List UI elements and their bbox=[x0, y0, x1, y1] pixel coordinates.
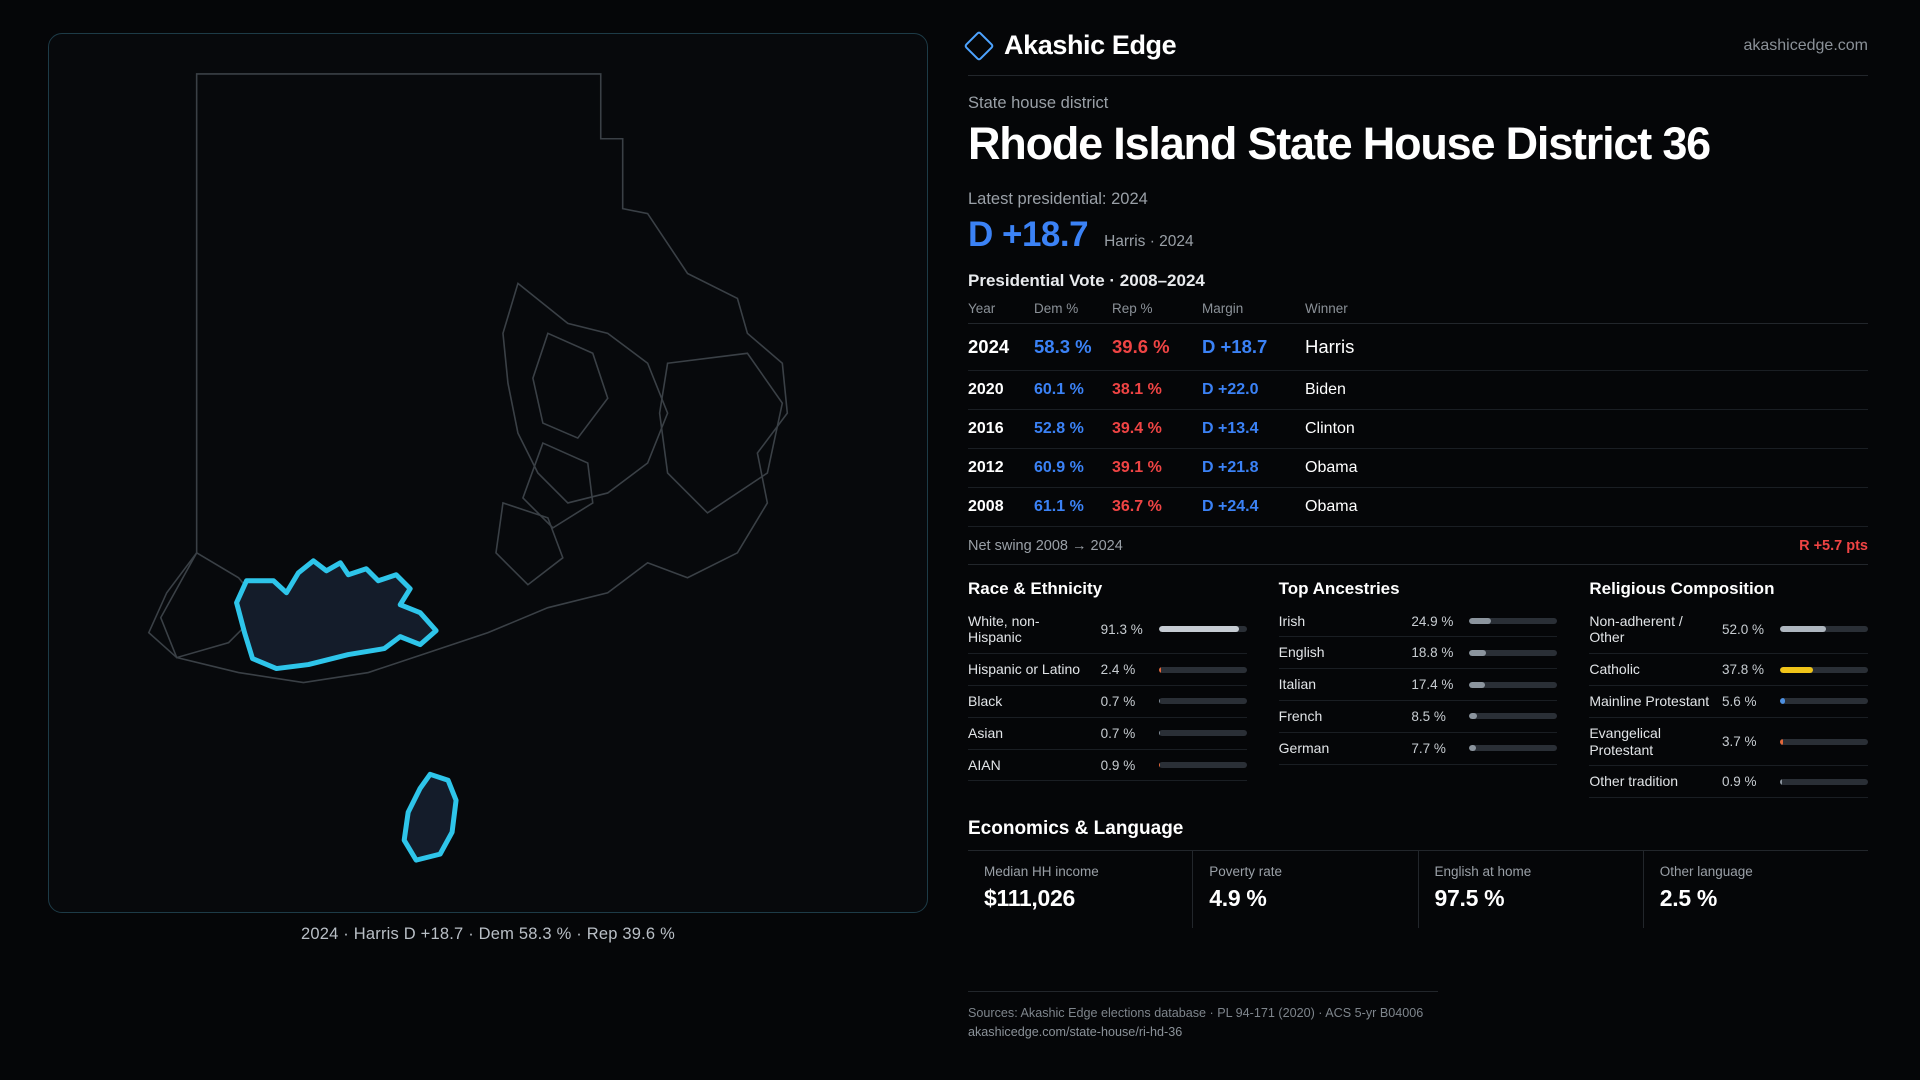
sources-text: Sources: Akashic Edge elections database · PL 94-171 (2020) · ACS 5-yr B04006 bbox=[968, 1006, 1424, 1021]
list-item bbox=[968, 654, 1247, 686]
net-swing-label: Net swing 2008 → 2024 bbox=[968, 537, 1123, 554]
religion-label: Evangelical Protestant bbox=[1589, 724, 1661, 758]
race-value: 2.4 % bbox=[1100, 662, 1136, 678]
cell-dem: 52.8 % bbox=[1034, 409, 1112, 448]
race-label: Asian bbox=[968, 724, 1004, 741]
religion-title: Religious Composition bbox=[1589, 578, 1775, 598]
cell-winner: Obama bbox=[1305, 487, 1868, 526]
brand-name: Akashic Edge bbox=[1004, 30, 1177, 60]
ancestry-label: English bbox=[1278, 644, 1325, 661]
religion-label: Other tradition bbox=[1589, 773, 1679, 790]
economics-cards bbox=[968, 850, 1868, 928]
econ-card bbox=[1193, 851, 1418, 928]
race-title: Race & Ethnicity bbox=[968, 578, 1103, 598]
brand-left bbox=[968, 30, 1176, 61]
table-header-row bbox=[968, 301, 1868, 324]
brand-bar bbox=[968, 30, 1868, 76]
cell-rep: 39.4 % bbox=[1112, 409, 1202, 448]
highlighted-district bbox=[237, 561, 437, 669]
sources-url[interactable]: akashicedge.com/state-house/ri-hd-36 bbox=[968, 1025, 1183, 1040]
latest-presidential-label: Latest presidential: 2024 bbox=[968, 189, 1148, 208]
content-panel bbox=[940, 0, 1920, 1080]
brand-url: akashicedge.com bbox=[1743, 36, 1868, 54]
religion-value: 37.8 % bbox=[1722, 662, 1765, 678]
col-winner: Winner bbox=[1305, 301, 1868, 324]
econ-value: 97.5 % bbox=[1434, 885, 1505, 912]
econ-card bbox=[1419, 851, 1644, 928]
diamond-icon bbox=[963, 30, 994, 61]
list-item bbox=[1589, 686, 1868, 718]
demographics-columns bbox=[968, 579, 1868, 799]
list-item bbox=[1279, 637, 1558, 669]
cell-rep: 38.1 % bbox=[1112, 370, 1202, 409]
cell-year: 2012 bbox=[968, 448, 1034, 487]
econ-value: $111,026 bbox=[984, 885, 1075, 912]
cell-rep: 39.1 % bbox=[1112, 448, 1202, 487]
ancestry-value: 24.9 % bbox=[1411, 613, 1454, 629]
top-ancestries-column bbox=[1279, 579, 1558, 799]
headline-margin bbox=[968, 215, 1868, 255]
vote-table-heading: Presidential Vote · 2008–2024 bbox=[968, 270, 1205, 290]
col-year: Year bbox=[968, 301, 1034, 324]
table-row bbox=[968, 370, 1868, 409]
cell-rep: 36.7 % bbox=[1112, 487, 1202, 526]
page-kicker: State house district bbox=[968, 94, 1109, 112]
list-item bbox=[968, 718, 1247, 750]
cell-dem: 60.1 % bbox=[1034, 370, 1112, 409]
econ-label: English at home bbox=[1434, 864, 1532, 880]
cell-winner: Harris bbox=[1305, 323, 1868, 370]
map-svg bbox=[49, 34, 927, 912]
list-item bbox=[968, 686, 1247, 718]
race-label: Black bbox=[968, 693, 1003, 710]
table-row bbox=[968, 409, 1868, 448]
list-item bbox=[968, 606, 1247, 655]
econ-label: Other language bbox=[1659, 864, 1753, 880]
race-label: White, non-Hispanic bbox=[968, 612, 1040, 646]
list-item bbox=[1279, 606, 1558, 638]
map-caption: 2024 · Harris D +18.7 · Dem 58.3 % · Rep 39.6 % bbox=[301, 925, 675, 943]
religion-label: Mainline Protestant bbox=[1589, 693, 1710, 710]
religion-value: 5.6 % bbox=[1722, 693, 1757, 709]
ancestry-label: Italian bbox=[1278, 676, 1317, 693]
religion-label: Catholic bbox=[1589, 661, 1640, 678]
list-item bbox=[1279, 701, 1558, 733]
econ-label: Poverty rate bbox=[1209, 864, 1283, 880]
ancestry-label: Irish bbox=[1278, 612, 1306, 629]
sources-block bbox=[968, 991, 1438, 1042]
table-row bbox=[968, 487, 1868, 526]
religion-bar bbox=[1780, 698, 1868, 704]
list-item bbox=[1589, 606, 1868, 655]
econ-card bbox=[1644, 851, 1868, 928]
ancestry-value: 8.5 % bbox=[1411, 708, 1446, 724]
race-label: Hispanic or Latino bbox=[968, 661, 1081, 678]
map-panel bbox=[0, 0, 940, 1080]
ancestry-bar bbox=[1469, 650, 1557, 656]
list-item bbox=[1589, 766, 1868, 798]
headline-margin-value: D +18.7 bbox=[968, 214, 1089, 254]
page-title: Rhode Island State House District 36 bbox=[968, 118, 1710, 169]
cell-dem: 60.9 % bbox=[1034, 448, 1112, 487]
ancestry-bar bbox=[1469, 618, 1557, 624]
cell-dem: 58.3 % bbox=[1034, 323, 1112, 370]
race-ethnicity-column bbox=[968, 579, 1247, 799]
race-value: 91.3 % bbox=[1100, 621, 1143, 637]
cell-margin: D +24.4 bbox=[1202, 487, 1305, 526]
race-bar bbox=[1159, 762, 1247, 768]
race-value: 0.7 % bbox=[1100, 725, 1136, 741]
cell-winner: Obama bbox=[1305, 448, 1868, 487]
ancestry-value: 18.8 % bbox=[1411, 645, 1454, 661]
cell-rep: 39.6 % bbox=[1112, 323, 1202, 370]
race-bar bbox=[1159, 698, 1247, 704]
col-rep: Rep % bbox=[1112, 301, 1202, 324]
cell-margin: D +13.4 bbox=[1202, 409, 1305, 448]
religious-composition-column bbox=[1589, 579, 1868, 799]
race-bar bbox=[1159, 626, 1247, 632]
ancestry-value: 7.7 % bbox=[1411, 740, 1446, 756]
econ-value: 4.9 % bbox=[1209, 885, 1267, 912]
ancestry-label: French bbox=[1278, 708, 1323, 725]
religion-label: Non-adherent / Other bbox=[1589, 612, 1683, 646]
cell-year: 2024 bbox=[968, 323, 1034, 370]
race-label: AIAN bbox=[968, 756, 1001, 773]
cell-margin: D +18.7 bbox=[1202, 323, 1305, 370]
presidential-vote-table bbox=[968, 301, 1868, 527]
religion-value: 3.7 % bbox=[1722, 734, 1757, 750]
religion-bar bbox=[1780, 779, 1868, 785]
ancestry-bar bbox=[1469, 682, 1557, 688]
economics-title: Economics & Language bbox=[968, 818, 1184, 840]
cell-year: 2008 bbox=[968, 487, 1034, 526]
race-bar bbox=[1159, 667, 1247, 673]
ancestry-bar bbox=[1469, 745, 1557, 751]
religion-value: 52.0 % bbox=[1722, 621, 1765, 637]
district-map[interactable] bbox=[48, 33, 928, 913]
ancestry-bar bbox=[1469, 713, 1557, 719]
highlighted-district-island bbox=[404, 774, 456, 860]
cell-margin: D +22.0 bbox=[1202, 370, 1305, 409]
religion-bar bbox=[1780, 626, 1868, 632]
cell-winner: Biden bbox=[1305, 370, 1868, 409]
cell-margin: D +21.8 bbox=[1202, 448, 1305, 487]
ancestry-value: 17.4 % bbox=[1411, 677, 1454, 693]
religion-bar bbox=[1780, 667, 1868, 673]
cell-year: 2020 bbox=[968, 370, 1034, 409]
econ-value: 2.5 % bbox=[1659, 885, 1718, 912]
headline-margin-sub: Harris · 2024 bbox=[1104, 232, 1194, 250]
religion-bar bbox=[1780, 739, 1868, 745]
race-value: 0.7 % bbox=[1100, 693, 1136, 709]
list-item bbox=[1279, 733, 1558, 765]
ancestry-title: Top Ancestries bbox=[1278, 578, 1400, 598]
race-bar bbox=[1159, 730, 1247, 736]
econ-label: Median HH income bbox=[984, 864, 1099, 880]
net-swing-value: R +5.7 pts bbox=[1799, 537, 1868, 554]
ancestry-label: German bbox=[1278, 739, 1330, 756]
list-item bbox=[1589, 654, 1868, 686]
cell-year: 2016 bbox=[968, 409, 1034, 448]
col-dem: Dem % bbox=[1034, 301, 1112, 324]
cell-winner: Clinton bbox=[1305, 409, 1868, 448]
religion-value: 0.9 % bbox=[1722, 774, 1757, 790]
col-margin: Margin bbox=[1202, 301, 1305, 324]
list-item bbox=[968, 750, 1247, 782]
list-item bbox=[1589, 718, 1868, 767]
list-item bbox=[1279, 669, 1558, 701]
race-value: 0.9 % bbox=[1100, 757, 1136, 773]
table-row bbox=[968, 323, 1868, 370]
table-row bbox=[968, 448, 1868, 487]
net-swing bbox=[968, 538, 1868, 565]
cell-dem: 61.1 % bbox=[1034, 487, 1112, 526]
econ-card bbox=[968, 851, 1193, 928]
